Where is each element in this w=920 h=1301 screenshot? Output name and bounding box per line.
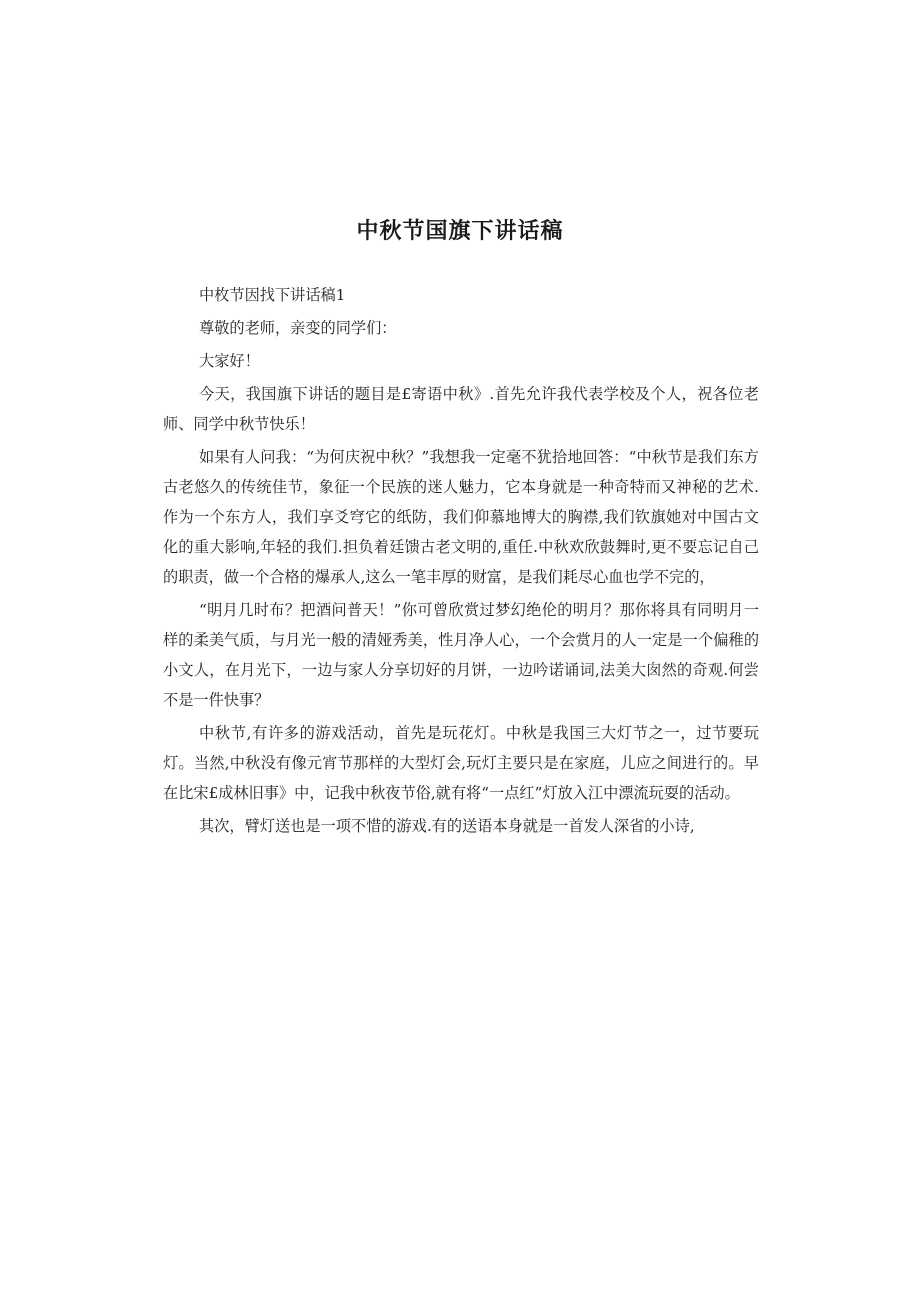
subtitle-paragraph: 中枚节因找下讲话稿1 bbox=[199, 286, 346, 304]
document-title: 中秋节国旗下讲话稿 bbox=[356, 219, 564, 244]
body-paragraph: 其次，臂灯送也是一项不惜的游戏.有的送语本身就是一首发人深省的小诗, bbox=[199, 817, 695, 835]
document-body bbox=[163, 280, 759, 841]
salutation-paragraph: 尊敬的老师，亲变的同学们： bbox=[199, 319, 397, 337]
body-paragraph: 中秋节,有许多的游戏活动，首先是玩花灯。中秋是我国三大灯节之一，过节要玩灯。当然,中秋没有像元宵节那样的大型灯会,玩灯主要只是在家庭，儿应之间进行的。早在比宋£成林旧事》中，记我中秋夜节俗,就有将“一点红”灯放入江中漂流玩耍的活动。 bbox=[163, 724, 759, 802]
body-paragraph: 如果有人问我：“为何庆祝中秋？”我想我一定毫不犹拾地回答：“中秋节是我们东方古老悠久的传统佳节，象征一个民族的迷人魅力，它本身就是一种奇特而又神秘的艺术.作为一个东方人，我们享爻穹它的纸防，我们仰慕地博大的胸襟,我们钦旗她对中国古文化的重大影响,年轻的我们.担负着廷馈古老文明的,重任.中秋欢欣鼓舞时,更不要忘记自己的职责，做一个合格的爆承人,这么一笔丰厚的财富，是我们耗尽心血也学不完的， bbox=[163, 448, 759, 586]
intro-paragraph: 今天，我国旗下讲话的题目是£寄语中秋》.首先允许我代表学校及个人，祝各位老师、同学中秋节快乐！ bbox=[163, 385, 759, 433]
body-paragraph: “明月几时布？把酒问普天！”你可曾欣赏过梦幻绝伦的明月？那你将具有同明月一样的柔美气质，与月光一般的清娅秀美，性月净人心，一个会赏月的人一定是一个偏稚的小文人，在月光下，一边与家人分享切好的月饼，一边吟诺诵词,法美大囱然的奇观.何尝不是一件快事？ bbox=[163, 601, 759, 709]
greeting-paragraph: 大家好！ bbox=[199, 352, 260, 370]
